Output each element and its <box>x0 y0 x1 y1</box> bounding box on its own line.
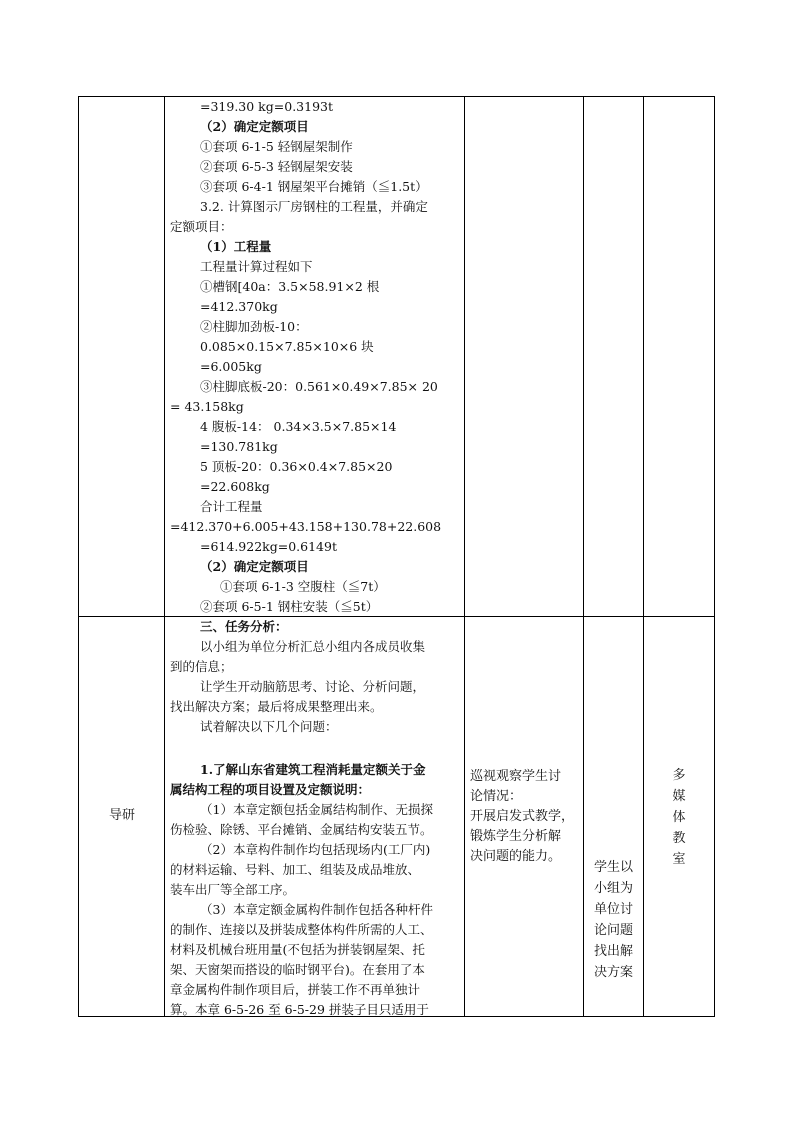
teacher-line: 决问题的能力。 <box>470 849 562 864</box>
content-heading: （2）确定定额项目 <box>200 119 309 134</box>
content-line: 0.085×0.15×7.85×10×6 块 <box>200 339 374 354</box>
content-line: = 43.158kg <box>170 399 244 414</box>
content-line: 试着解决以下几个问题： <box>200 719 338 734</box>
teacher-line: 开展启发式教学， <box>470 809 575 824</box>
content-line: =22.608kg <box>200 479 270 494</box>
resource-char: 室 <box>672 852 686 867</box>
content-heading: （1）工程量 <box>200 239 272 254</box>
teacher-line: 巡视观察学生讨 <box>470 769 562 784</box>
row2-teacher-cell <box>465 617 583 1016</box>
content-line: ③柱脚底板-20：0.561×0.49×7.85× 20 <box>200 379 438 394</box>
content-line: 到的信息； <box>170 659 233 674</box>
content-line: 算。本章 6-5-26 至 6-5-29 拼装子目只适用于 <box>170 1002 429 1016</box>
content-line: 的制作、连接以及拼装成整体构件所需的人工、 <box>170 922 433 937</box>
content-line: ②柱脚加劲板-10： <box>200 319 308 334</box>
student-line: 单位讨 <box>593 902 633 917</box>
content-line: 伤检验、除锈、平台摊销、金属结构安装五节。 <box>170 822 433 837</box>
content-line: 合计工程量 <box>200 499 263 514</box>
content-line: 以小组为单位分析汇总小组内各成员收集 <box>200 639 426 654</box>
teacher-line: 锻炼学生分析解 <box>470 829 562 844</box>
content-line: 架、天窗架而搭设的临时钢平台)。在套用了本 <box>170 962 425 977</box>
content-line: 材料及机械台班用量(不包括为拼装钢屋架、托 <box>170 942 425 957</box>
content-line: =6.005kg <box>200 359 262 374</box>
question-heading: 1.了解山东省建筑工程消耗量定额关于金 <box>200 762 426 777</box>
content-line: ③套项 6-4-1 钢屋架平台摊销（≦1.5t） <box>200 179 428 194</box>
section-heading: 三、任务分析： <box>200 619 288 634</box>
row2-student-cell <box>584 617 643 1016</box>
student-line: 论问题 <box>593 923 633 938</box>
teacher-line: 论情况： <box>470 789 523 804</box>
resource-char: 多 <box>672 768 686 783</box>
content-line: （2）本章构件制作均包括现场内(工厂内) <box>200 842 431 857</box>
content-line: =319.30 kg=0.3193t <box>200 99 333 114</box>
content-line: =614.922kg=0.6149t <box>200 539 337 554</box>
content-heading: （2）确定定额项目 <box>200 559 309 574</box>
content-line: 定额项目： <box>170 219 233 234</box>
lesson-plan-table <box>78 96 715 1017</box>
table-bottom-border <box>78 1016 715 1017</box>
content-line: ①槽钢[40a：3.5×58.91×2 根 <box>200 279 380 294</box>
content-line: ②套项 6-5-3 轻钢屋架安装 <box>200 159 353 174</box>
col-border <box>714 96 715 1017</box>
student-line: 学生以 <box>593 860 633 875</box>
content-line: 章金属构件制作项目后，拼装工作不再单独计 <box>170 982 421 997</box>
resource-char: 教 <box>672 831 686 846</box>
row2-resources-cell <box>644 617 714 1016</box>
row2-content-cell <box>165 617 464 1016</box>
content-line: ②套项 6-5-1 钢柱安装（≦5t） <box>200 599 379 614</box>
content-line: 4 腹板-14： 0.34×3.5×7.85×14 <box>200 419 397 434</box>
content-line: 5 顶板-20：0.36×0.4×7.85×20 <box>200 459 393 474</box>
student-line: 小组为 <box>593 881 633 896</box>
resource-char: 体 <box>672 810 686 825</box>
content-line: =412.370kg <box>200 299 278 314</box>
row1-content-cell <box>165 97 464 616</box>
row2-stage-cell <box>79 617 164 1016</box>
content-line: 的材料运输、号料、加工、组装及成品堆放、 <box>170 862 421 877</box>
content-line: （3）本章定额金属构件制作包括各种杆件 <box>200 902 433 917</box>
content-line: =130.781kg <box>200 439 278 454</box>
content-line: 让学生开动脑筋思考、讨论、分析问题， <box>200 679 426 694</box>
student-line: 决方案 <box>593 965 633 980</box>
content-line: =412.370+6.005+43.158+130.78+22.608 <box>170 519 442 534</box>
stage-label: 导研 <box>109 808 136 823</box>
content-line: 装车出厂等全部工序。 <box>170 882 296 897</box>
student-line: 找出解 <box>593 944 633 959</box>
content-line: ①套项 6-1-3 空腹柱（≦7t） <box>220 579 386 594</box>
content-line: （1）本章定额包括金属结构制作、无损探 <box>200 802 433 817</box>
content-line: 找出解决方案；最后将成果整理出来。 <box>170 699 383 714</box>
question-heading: 属结构工程的项目设置及定额说明： <box>170 782 371 797</box>
content-line: 工程量计算过程如下 <box>200 259 313 274</box>
content-line: 3.2. 计算图示厂房钢柱的工程量，并确定 <box>200 199 428 214</box>
resource-char: 媒 <box>672 789 686 804</box>
content-line: ①套项 6-1-5 轻钢屋架制作 <box>200 139 353 154</box>
